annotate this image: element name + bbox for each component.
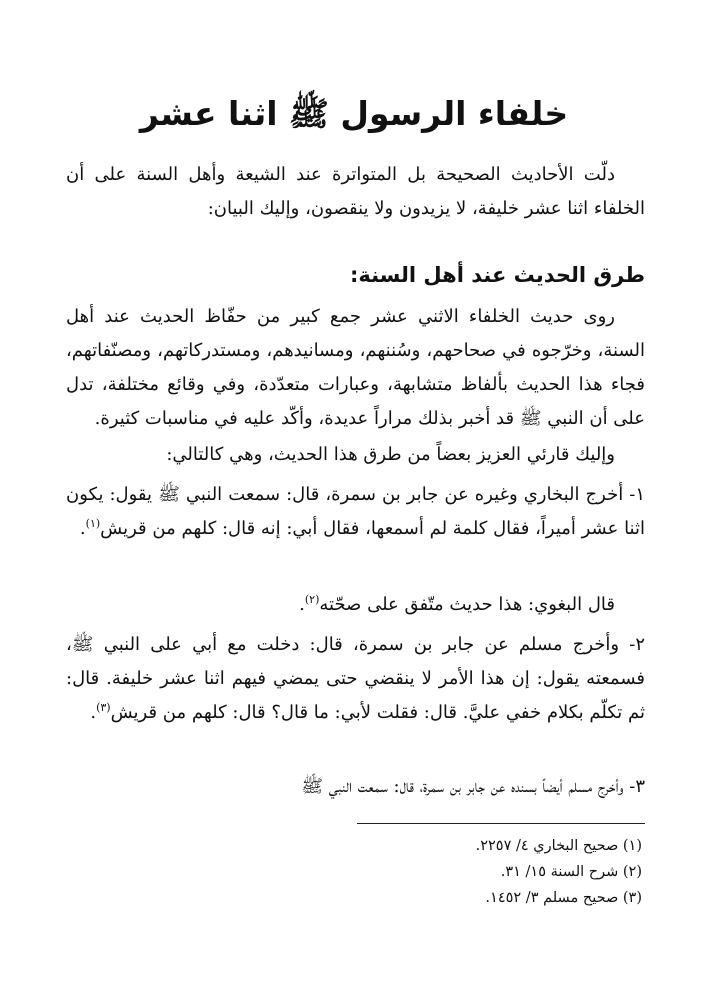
hadith-2-end: .	[90, 702, 97, 723]
page-title: خلفاء الرسول ﷺ اثنا عشر	[139, 94, 569, 133]
hadith-2	[66, 628, 645, 730]
baghawi-paragraph	[66, 588, 645, 622]
hadith-1-end: .	[79, 518, 86, 539]
hadith-1-text: ١- أخرج البخاري وغيره عن جابر بن سمرة، قال: سمعت النبي ﷺ يقول: يكون اثنا عشر أميراً، فقال كلمة لم أسمعها، فقال أبي: إنه قال: كلهم من قريش	[66, 484, 645, 539]
footnote-ref-3: (٣)	[96, 701, 111, 714]
baghawi-text: قال البغوي: هذا حديث متّفق على صحّته	[319, 594, 615, 615]
footnote-3: (٣) صحيح مسلم ٣/ ١٤٥٢.	[485, 890, 642, 906]
footnote-2: (٢) شرح السنة ١٥/ ٣١.	[500, 864, 642, 880]
footnote-ref-1: (١)	[85, 517, 101, 530]
hadith-2-text: ٢- وأخرج مسلم عن جابر بن سمرة، قال: دخلت مع أبي على النبي ﷺ، فسمعته يقول: إن هذا الأمر لا ينقضي حتى يمضي فيهم اثنا عشر خليفة. قال: ثم تكلّم بكلام خفي عليَّ. قال: فقلت لأبي: ما قال؟ قال: كلهم من قريش	[66, 634, 645, 723]
intro-paragraph: دلّت الأحاديث الصحيحة بل المتواترة عند الشيعة وأهل السنة على أن الخلفاء اثنا عشر خليفة، لا يزيدون ولا ينقصون، وإليك البيان:	[66, 164, 645, 219]
footnote-divider	[357, 823, 645, 824]
footnote-1: (١) صحيح البخاري ٤/ ٢٢٥٧.	[475, 838, 642, 854]
hadith-1	[66, 478, 645, 546]
hadith-3: ٣- وأخرج مسلم أيضاً بسنده عن جابر بن سمرة، قال: سمعت النبي ﷺ	[301, 776, 645, 797]
baghawi-end: .	[299, 594, 305, 615]
paragraph-2: وإليك قارئي العزيز بعضاً من طرق هذا الحديث، وهي كالتالي:	[166, 444, 615, 465]
footnote-ref-2: (٢)	[304, 593, 320, 606]
section-heading: طرق الحديث عند أهل السنة:	[349, 263, 645, 287]
paragraph-1: روى حديث الخلفاء الاثني عشر جمع كبير من حفّاظ الحديث عند أهل السنة، وخرّجوه في صحاحهم، وسُننهم، ومسانيدهم، ومستدركاتهم، ومصنّفاتهم، فجاء هذا الحديث بألفاظ متشابهة، وعبارات متعدّدة، وفي وقائع مختلفة، تدل على أن النبي ﷺ قد أخبر بذلك مراراً عديدة، وأكّد عليه في مناسبات كثيرة.	[66, 306, 645, 429]
